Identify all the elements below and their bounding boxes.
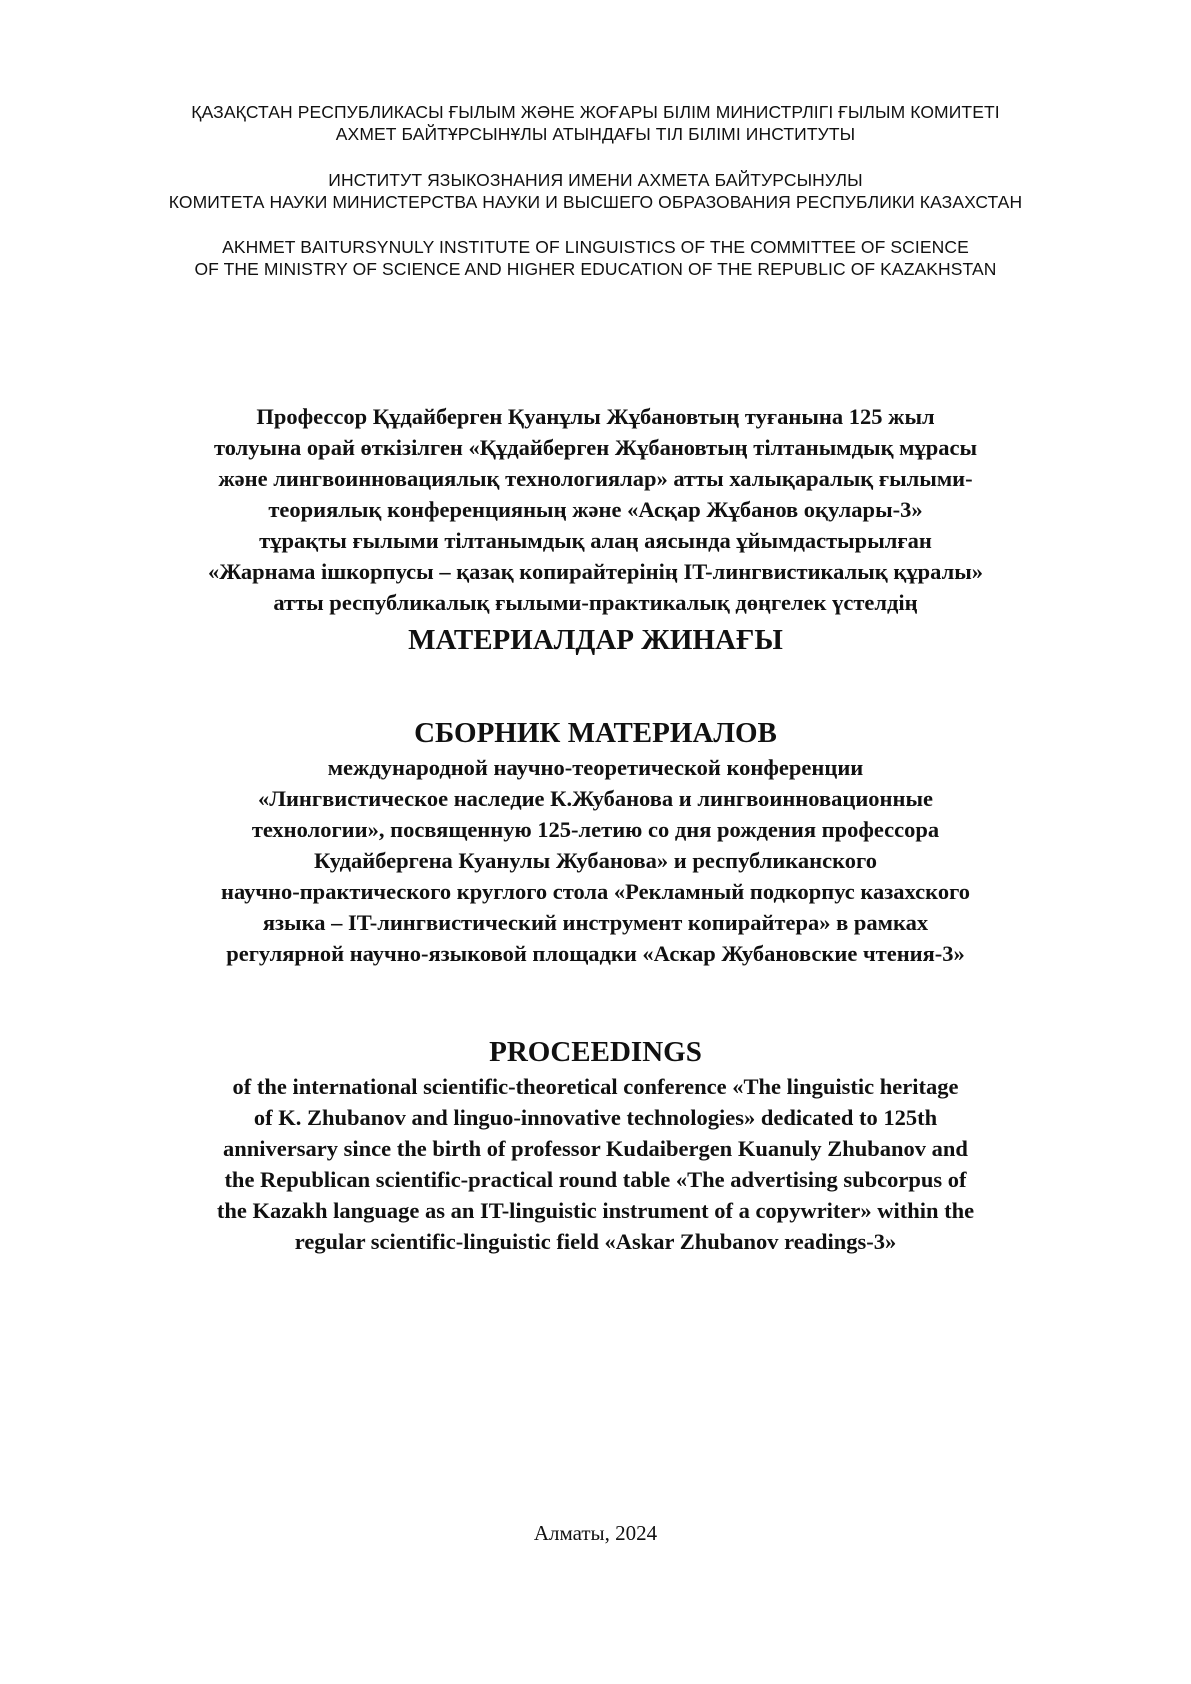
russian-heading: СБОРНИК МАТЕРИАЛОВ <box>414 717 777 749</box>
kazakh-line-2: толуына орай өткізілген «Құдайберген Жұбановтың тілтанымдық мұрасы <box>213 435 978 460</box>
english-line-3: anniversary since the birth of professor Kudaibergen Kuanuly Zhubanov and <box>223 1136 968 1161</box>
russian-line-7: регулярной научно-языковой площадки «Аскар Жубановские чтения-3» <box>226 941 965 966</box>
institution-russian <box>60 169 1131 213</box>
institution-kazakh-line-1: ҚАЗАҚСТАН РЕСПУБЛИКАСЫ ҒЫЛЫМ ЖӘНЕ ЖОҒАРЫ БІЛІМ МИНИСТРЛІГІ ҒЫЛЫМ КОМИТЕТІ <box>191 102 1000 122</box>
english-line-4: the Republican scientific-practical round table «The advertising subcorpus of <box>224 1167 967 1192</box>
english-line-6: regular scientific-linguistic field «Askar Zhubanov readings-3» <box>294 1229 897 1254</box>
english-line-5: the Kazakh language as an IT-linguistic instrument of a copywriter» within the <box>216 1198 975 1223</box>
russian-description <box>60 752 1131 969</box>
kazakh-line-6: «Жарнама ішкорпусы – қазақ копирайтерінің IT-лингвистикалық құралы» <box>207 559 984 584</box>
institution-russian-line-1: ИНСТИТУТ ЯЗЫКОЗНАНИЯ ИМЕНИ АХМЕТА БАЙТУРСЫНУЛЫ <box>328 170 863 190</box>
english-description <box>60 1071 1131 1257</box>
institution-russian-line-2: КОМИТЕТА НАУКИ МИНИСТЕРСТВА НАУКИ И ВЫСШЕГО ОБРАЗОВАНИЯ РЕСПУБЛИКИ КАЗАХСТАН <box>168 192 1023 212</box>
kazakh-line-7: атты республикалық ғылыми-практикалық дөңгелек үстелдің <box>273 590 918 615</box>
institution-english-line-1: AKHMET BAITURSYNULY INSTITUTE OF LINGUISTICS OF THE COMMITTEE OF SCIENCE <box>222 237 969 257</box>
institution-kazakh-line-2: АХМЕТ БАЙТҰРСЫНҰЛЫ АТЫНДАҒЫ ТІЛ БІЛІМІ ИНСТИТУТЫ <box>335 124 856 144</box>
place-year: Алматы, 2024 <box>533 1521 658 1545</box>
kazakh-line-3: және лингвоинновациялық технологиялар» атты халықаралық ғылыми- <box>218 466 973 491</box>
russian-line-4: Кудайбергена Куанулы Жубанова» и республиканского <box>314 848 877 873</box>
institution-kazakh <box>60 101 1131 145</box>
english-heading: PROCEEDINGS <box>489 1036 702 1068</box>
russian-line-2: «Лингвистическое наследие К.Жубанова и лингвоинновационные <box>257 786 934 811</box>
kazakh-description <box>60 401 1131 618</box>
russian-line-5: научно-практического круглого стола «Рекламный подкорпус казахского <box>221 879 970 904</box>
kazakh-heading: МАТЕРИАЛДАР ЖИНАҒЫ <box>408 624 783 656</box>
english-line-1: of the international scientific-theoretical conference «The linguistic heritage <box>232 1074 959 1099</box>
russian-line-6: языка – IT-лингвистический инструмент копирайтера» в рамках <box>262 910 929 935</box>
english-line-2: of K. Zhubanov and linguo-innovative technologies» dedicated to 125th <box>253 1105 938 1130</box>
russian-line-3: технологии», посвященную 125-летию со дня рождения профессора <box>251 817 940 842</box>
kazakh-line-1: Профессор Құдайберген Қуанұлы Жұбановтың туғанына 125 жыл <box>256 404 935 429</box>
russian-line-1: международной научно-теоретической конференции <box>327 755 864 780</box>
kazakh-line-4: теориялық конференцияның және «Асқар Жұбанов оқулары-3» <box>268 497 923 522</box>
institution-english-line-2: OF THE MINISTRY OF SCIENCE AND HIGHER EDUCATION OF THE REPUBLIC OF KAZAKHSTAN <box>194 259 997 279</box>
institution-english <box>60 236 1131 280</box>
kazakh-line-5: тұрақты ғылыми тілтанымдық алаң аясында ұйымдастырылған <box>259 528 932 553</box>
